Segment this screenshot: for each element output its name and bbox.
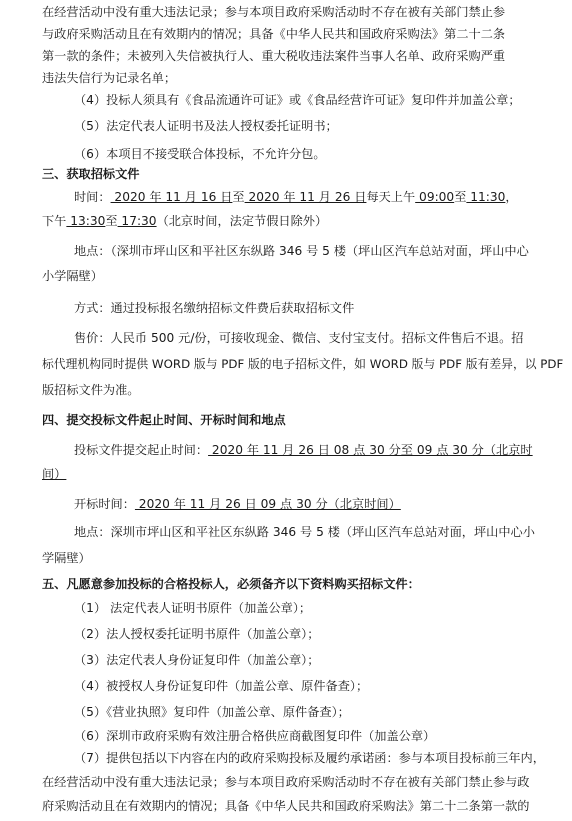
deadline-label: 投标文件提交起止时间：: [74, 443, 209, 457]
time-note: （北京时间，法定节假日除外）: [156, 214, 328, 228]
deadline-value: 2020 年 11 月 26 日 08 点 30 分至 09 点 30 分（北京时: [208, 443, 533, 457]
time-to-2: 至: [454, 190, 467, 204]
time-start-date: 2020 年 11 月 16 日: [110, 190, 233, 204]
section-5-item-7-line-2: 在经营活动中没有重大违法记录；参与本项目政府采购活动时不存在被有关部门禁止参与政: [42, 775, 530, 789]
section-3-place-line-2: 小学隔壁）: [42, 269, 103, 283]
intro-line-2: 与政府采购活动且在有效期内的情况；具备《中华人民共和国政府采购法》第二十二条: [42, 27, 506, 41]
section-4-opening: [74, 496, 542, 512]
section-5-heading: 五、凡愿意参加投标的合格投标人，必须备齐以下资料购买招标文件：: [42, 577, 420, 591]
section-3-time-line-2: [42, 213, 542, 229]
section-5-item-4: （4）被授权人身份证复印件（加盖公章、原件备查）；: [74, 679, 369, 693]
section-3-price-line-2: 标代理机构同时提供 WORD 版与 PDF 版的电子招标文件，如 WORD 版与 PDF 版有差异，以 PDF: [42, 357, 564, 371]
intro-line-1: 在经营活动中没有重大违法记录；参与本项目政府采购活动时不存在被有关部门禁止参: [42, 5, 506, 19]
section-5-item-5: （5）《营业执照》复印件（加盖公章、原件备查）；: [74, 705, 350, 719]
deadline-value-cont: 间）: [42, 467, 67, 481]
time-afternoon-start: 13:30: [66, 214, 106, 228]
time-morning-start: 09:00: [415, 190, 455, 204]
section-5-item-1: （1） 法定代表人证明书原件（加盖公章）；: [74, 601, 312, 615]
section-5-item-3: （3）法定代表人身份证复印件（加盖公章）；: [74, 653, 320, 667]
time-morning-end: 11:30: [466, 190, 506, 204]
intro-line-4: 违法失信行为记录名单；: [42, 71, 177, 85]
time-to: 至: [232, 190, 245, 204]
section-4-place-line-1: 地点：深圳市坪山区和平社区东纵路 346 号 5 楼（坪山区汽车总站对面，坪山中心小: [74, 525, 535, 539]
section-3-price-line-3: 版招标文件为准。: [42, 383, 140, 397]
section-5-item-6: （6）深圳市政府采购有效注册合格供应商截图复印件（加盖公章）: [74, 729, 436, 743]
section-5-item-7-line-1: （7）提供包括以下内容在内的政府采购投标及履约承诺函：参与本项目投标前三年内，: [74, 751, 545, 765]
opening-label: 开标时间：: [74, 497, 135, 511]
section-5-item-2: （2）法人授权委托证明书原件（加盖公章）；: [74, 627, 320, 641]
time-to-3: 至: [105, 214, 118, 228]
time-comma: ，: [505, 190, 518, 204]
section-4-deadline-line-2: [42, 466, 542, 482]
intro-line-3: 第一款的条件；未被列入失信被执行人、重大税收违法案件当事人名单、政府采购严重: [42, 49, 506, 63]
time-label: 时间：: [74, 190, 111, 204]
section-4-heading: 四、提交投标文件起止时间、开标时间和地点: [42, 413, 286, 427]
section-5-item-7-line-3: 府采购活动且在有效期内的情况；具备《中华人民共和国政府采购法》第二十二条第一款的: [42, 799, 530, 813]
section-3-price-line-1: 售价：人民币 500 元/份，可接收现金、微信、支付宝支付。招标文件售后不退。招: [74, 331, 524, 345]
opening-value: 2020 年 11 月 26 日 09 点 30 分（北京时间）: [134, 497, 401, 511]
section-3-time-line-1: [74, 189, 542, 205]
time-morning: 每天上午: [366, 190, 416, 204]
time-end-date: 2020 年 11 月 26 日: [244, 190, 367, 204]
section-4-deadline-line-1: [74, 442, 542, 458]
time-afternoon-end: 17:30: [117, 214, 157, 228]
requirement-4: （4）投标人须具有《食品流通许可证》或《食品经营许可证》复印件并加盖公章；: [74, 93, 521, 107]
section-3-place-line-1: 地点：（深圳市坪山区和平社区东纵路 346 号 5 楼（坪山区汽车总站对面，坪山中心: [74, 244, 529, 258]
section-3-heading: 三、获取招标文件: [42, 167, 140, 181]
section-3-method: 方式：通过投标报名缴纳招标文件费后获取招标文件: [74, 301, 355, 315]
section-4-place-line-2: 学隔壁）: [42, 551, 91, 565]
requirement-6: （6）本项目不接受联合体投标，不允许分包。: [74, 147, 326, 161]
time-afternoon: 下午: [42, 214, 67, 228]
requirement-5: （5）法定代表人证明书及法人授权委托证明书；: [74, 119, 338, 133]
